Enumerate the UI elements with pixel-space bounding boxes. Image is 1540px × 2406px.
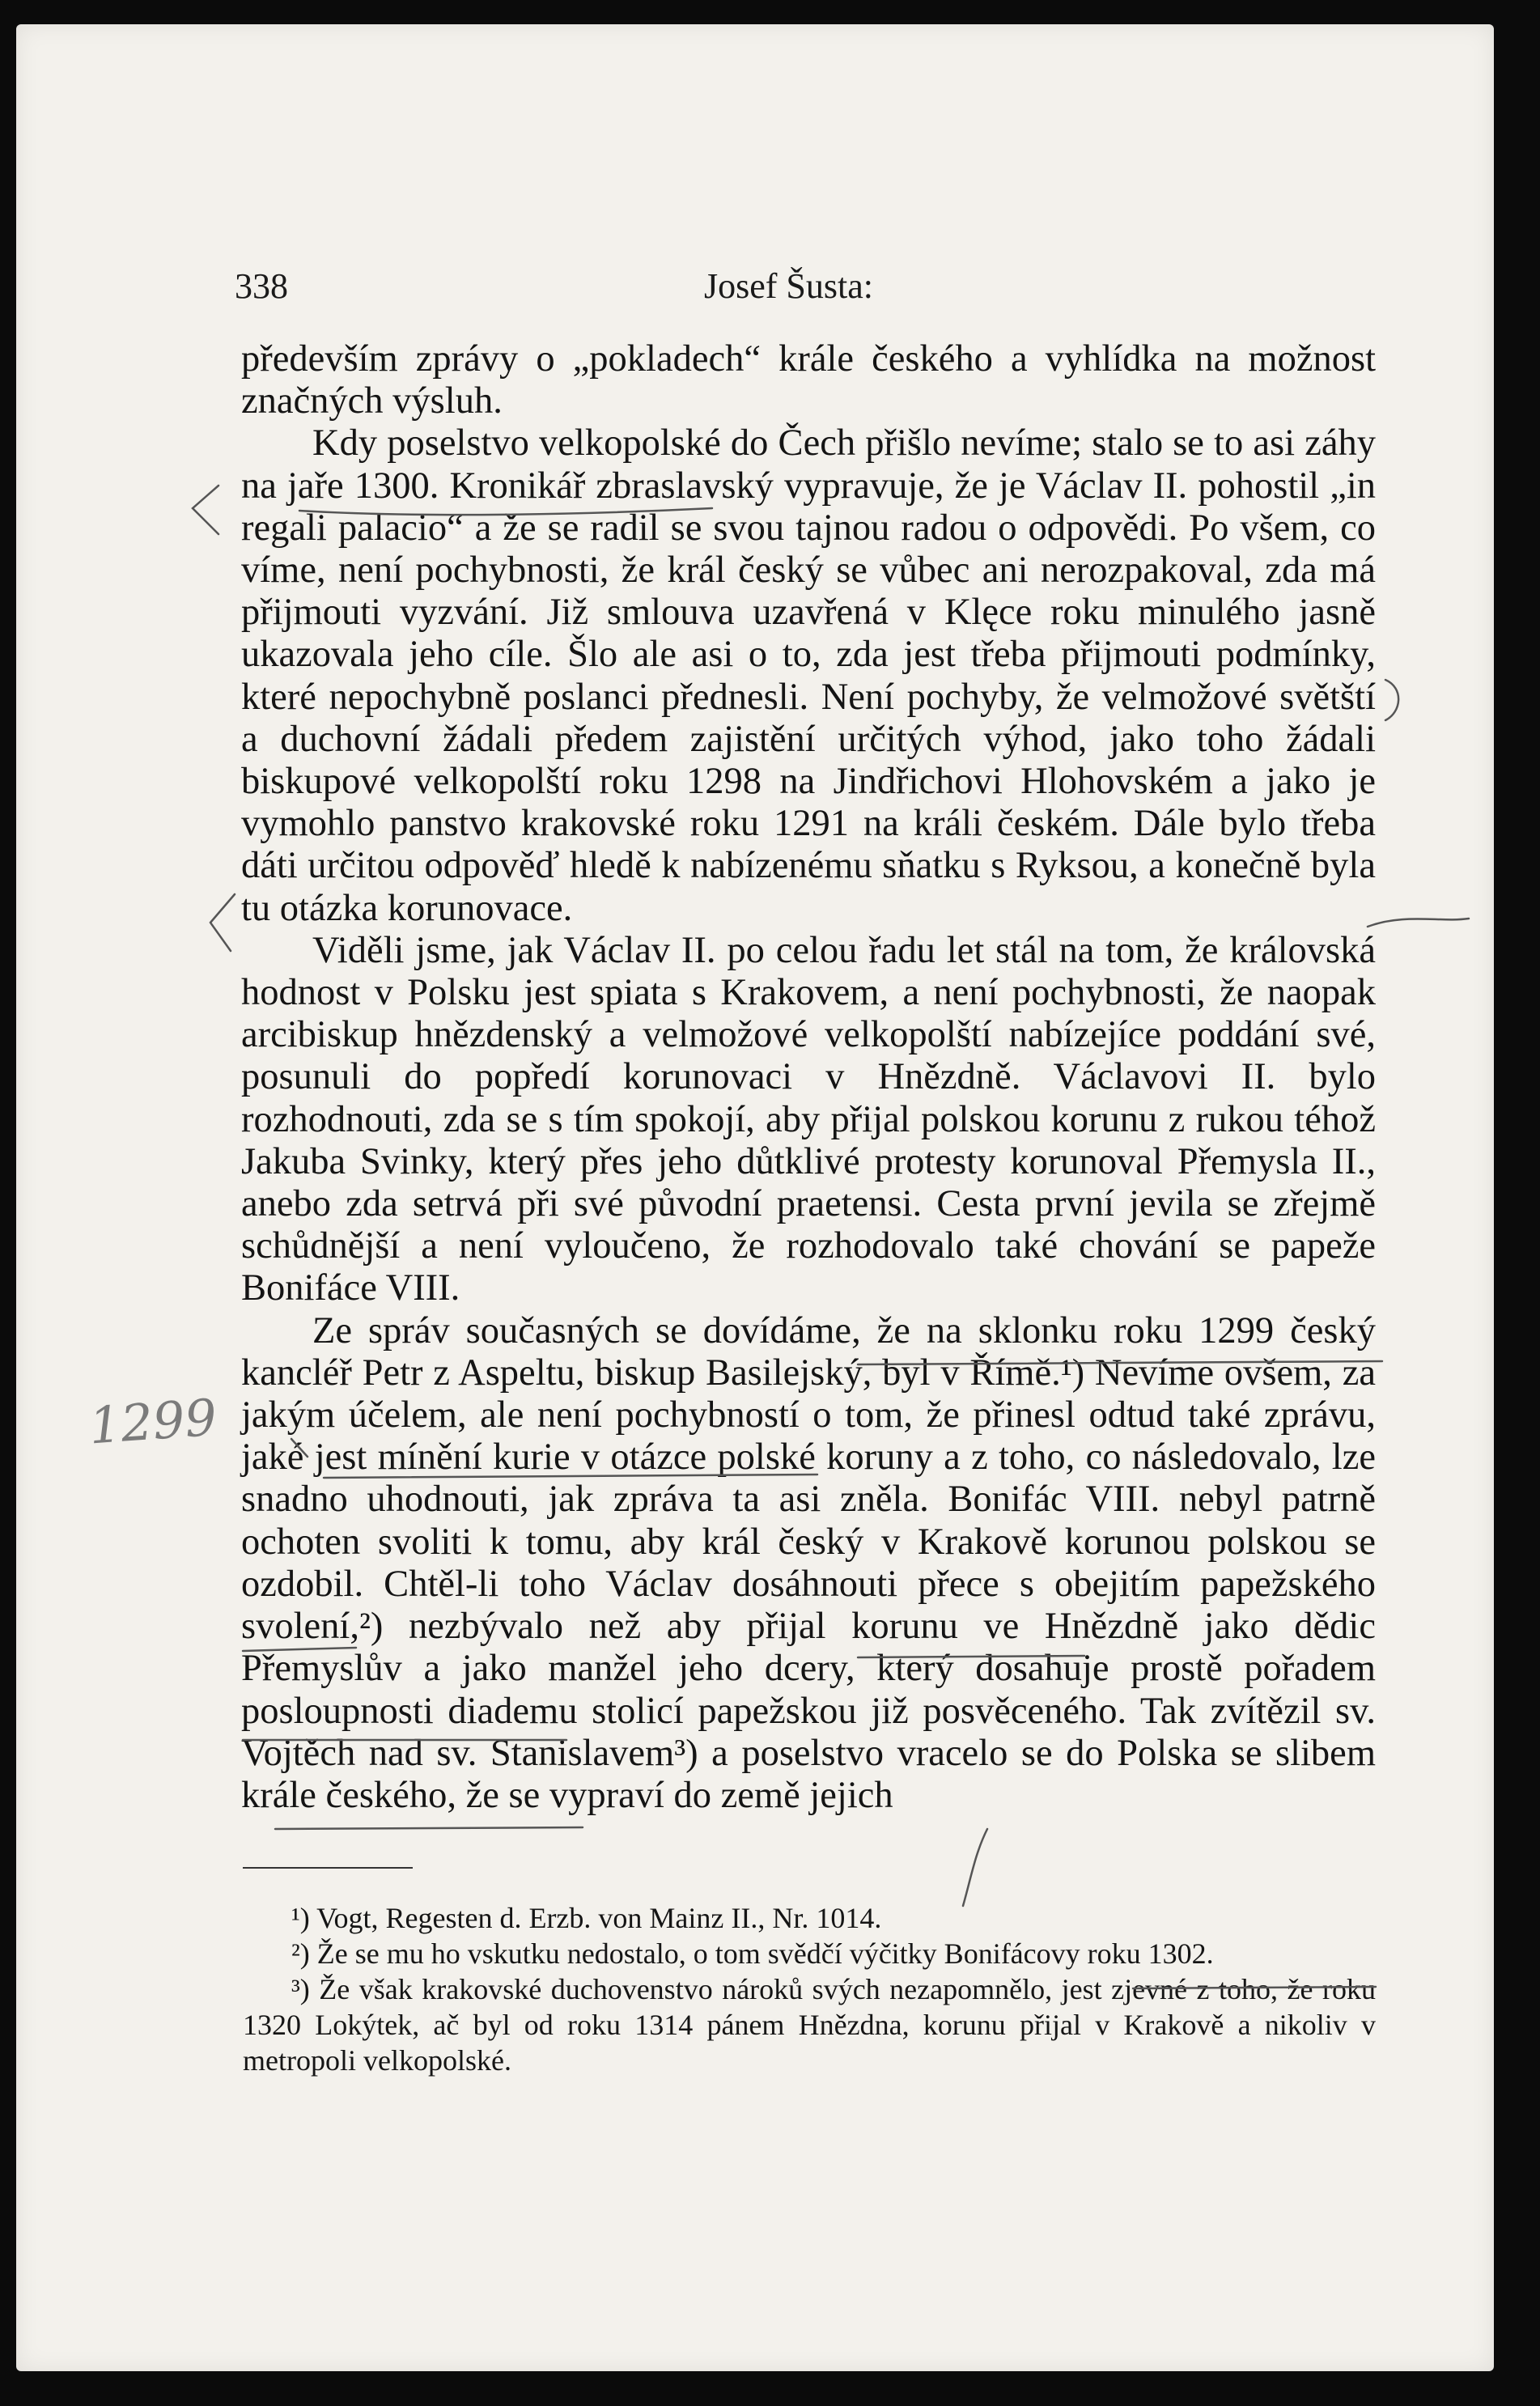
page-number: 338 <box>235 266 288 306</box>
paragraph: Ze správ současných se dovídáme, že na sklonku roku 1299 český kancléř Petr z Aspeltu, biskup Basilejský, byl v Římě.¹) Nevíme ovšem, za jakým účelem, ale není pochybností o tom, že přinesl odtud také zprávu, jaké jest mínění kurie v otázce polské koruny a z toho, co následovalo, lze snadno uhodnouti, jak zpráva ta asi zněla. Bonifác VIII. nebyl patrně ochoten svoliti k tomu, aby král český v Krakově korunou polskou se ozdobil. Chtěl-li toho Václav dosáhnouti přece s obejitím papežského svolení,²) nezbývalo než aby přijal korunu ve Hnězdně jako dědic Přemyslův a jako manžel jeho dcery, který dosahuje prostě pořadem posloupnosti diademu stolicí papežskou již posvěceného. Tak zvítězil sv. Vojtěch nad sv. Stanislavem³) a poselstvo vracelo se do Polska se slibem krále českého, že se vypraví do země jejich <box>241 1309 1376 1816</box>
footnotes <box>243 1900 1376 2078</box>
handwritten-margin-note: 1299 <box>87 1387 219 1456</box>
main-text <box>241 338 1376 1817</box>
running-head: Josef Šusta: <box>704 266 873 306</box>
footnote: ²) Že se mu ho vskutku nedostalo, o tom svědčí výčitky Bonifácovy roku 1302. <box>291 1937 1214 1970</box>
footnote: ¹) Vogt, Regesten d. Erzb. von Mainz II., Nr. 1014. <box>291 1902 882 1934</box>
footnote-rule <box>243 1867 413 1869</box>
paragraph: Viděli jsme, jak Václav II. po celou řadu let stál na tom, že královská hodnost v Polsku jest spiata s Krakovem, a není pochybnosti, že naopak arcibiskup hnězdenský a velmožové velkopolští nabízejíce poddání své, posunuli do popředí korunovaci v Hnězdně. Václavovi II. bylo rozhodnouti, zda se s tím spokojí, aby přijal polskou korunu z rukou téhož Jakuba Svinky, který přes jeho důtklivé protesty korunoval Přemysla II., anebo zda setrvá při své původní praetensi. Cesta první jevila se zřejmě schůdnější a není vyloučeno, že rozhodovalo také chování se papeže Bonifáce VIII. <box>241 929 1376 1309</box>
footnote: ³) Že však krakovské duchovenstvo nároků svých nezapomnělo, jest zjevné z toho, že roku 1320 Lokýtek, ač byl od roku 1314 pánem Hnězdna, korunu přijal v Krakově a nikoliv v metropoli velkopolské. <box>243 1973 1376 2077</box>
paragraph: Kdy poselstvo velkopolské do Čech přišlo nevíme; stalo se to asi záhy na jaře 1300. Kronikář zbraslavský vypravuje, že je Václav II. pohostil „in regali palacio“ a že se radil se svou tajnou radou o odpovědi. Po všem, co víme, není pochybnosti, že král český se vůbec ani nerozpakoval, zda má přijmouti vyzvání. Již smlouva uzavřená v Klęce roku minulého jasně ukazovala jeho cíle. Šlo ale asi o to, zda jest třeba přijmouti podmínky, které nepochybně poslanci přednesli. Není pochyby, že velmožové světští a duchovní žádali předem zajistění určitých výhod, jako toho žádali biskupové velkopolští roku 1298 na Jindřichovi Hlohovském a jako je vymohlo panstvo krakovské roku 1291 na králi českém. Dále bylo třeba dáti určitou odpověď hledě k nabízenému sňatku s Ryksou, a konečně byla tu otázka korunovace. <box>241 422 1376 929</box>
paragraph: především zprávy o „pokladech“ krále českého a vyhlídka na možnost značných výsluh. <box>241 338 1376 422</box>
